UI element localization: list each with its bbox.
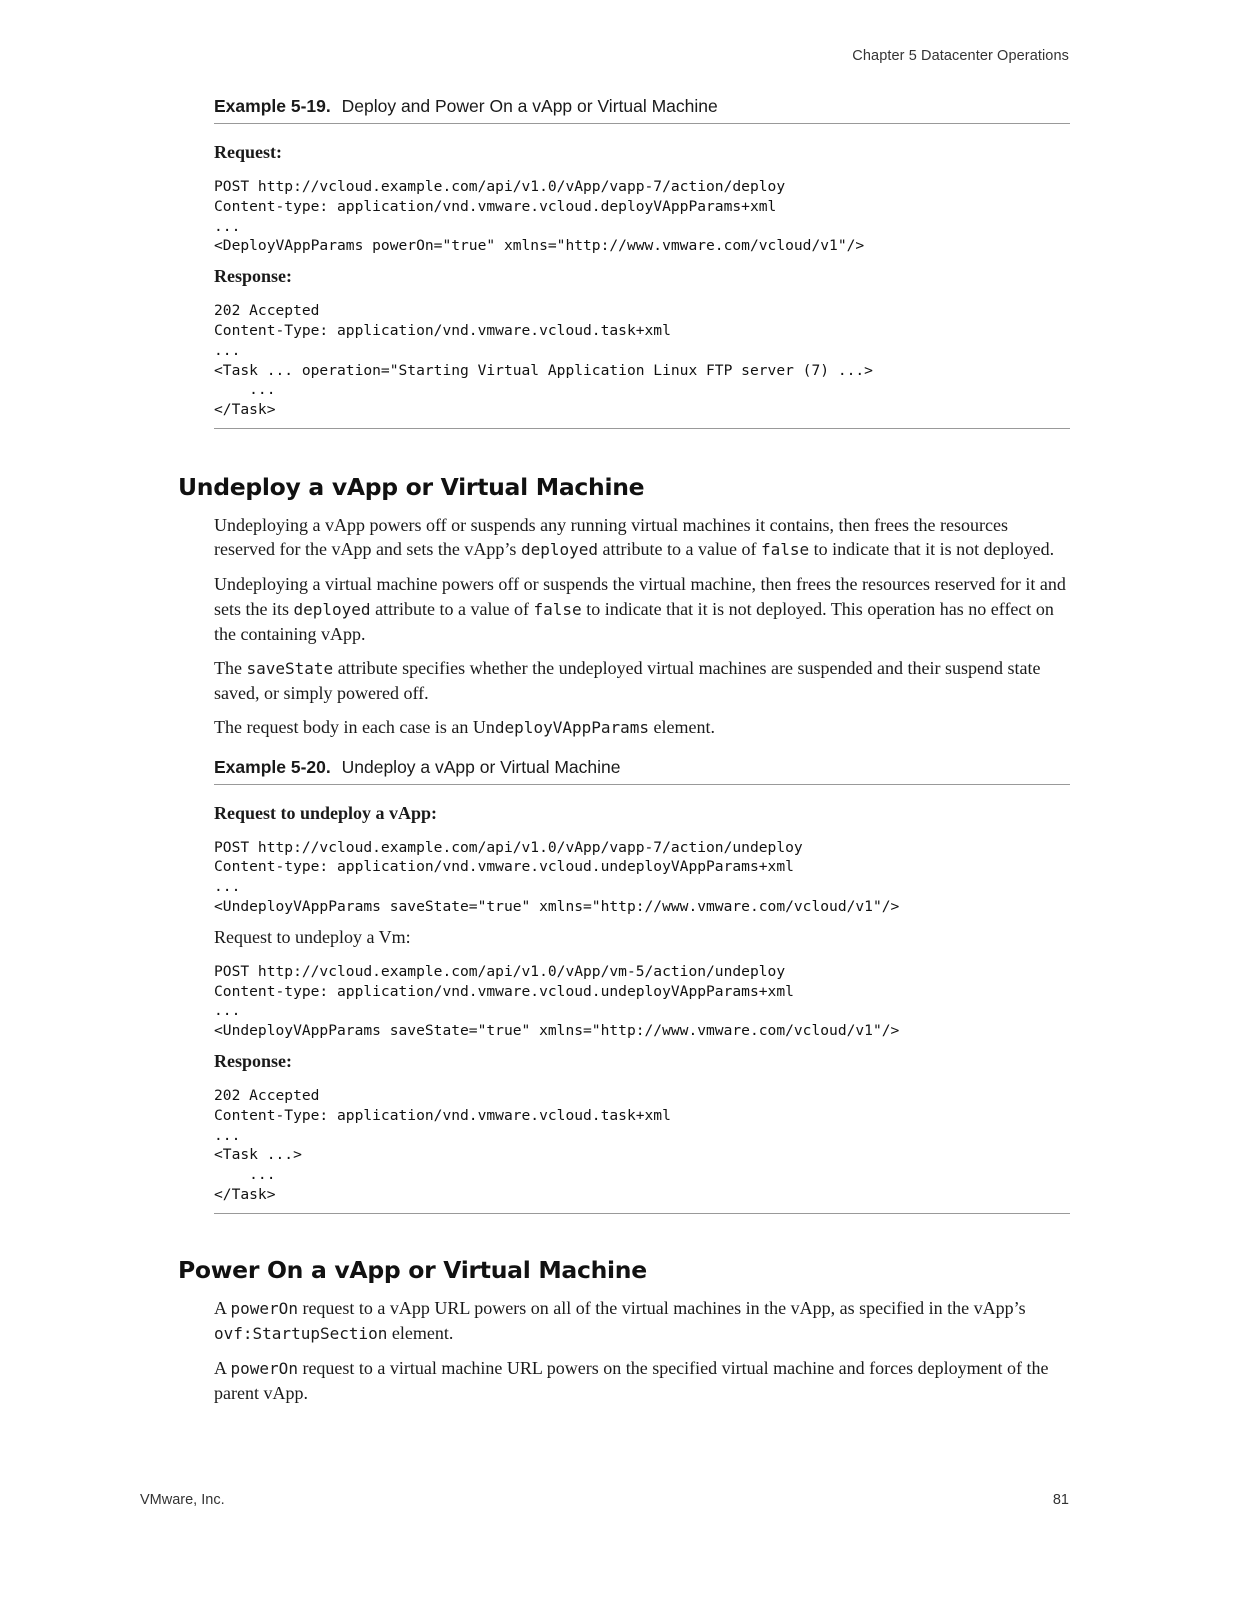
request-code-block: POST http://vcloud.example.com/api/v1.0/vApp/vm-5/action/undeploy Content-type: application/vnd.vmware.vcloud.undeployVAppParams+xml ... <UndeployVAppParams saveState="true" xmlns="http://www.vmware.com/vcloud/v1"/> (214, 962, 900, 1040)
request-label: Request to undeploy a vApp: (214, 802, 438, 823)
example-end-rule (214, 428, 1070, 429)
request-label: Request to undeploy a Vm: (214, 926, 411, 947)
body-paragraph: A powerOn request to a virtual machine URL powers on the specified virtual machine and forces deployment of the parent vApp. (214, 1358, 1049, 1404)
example-caption (214, 96, 1070, 124)
body-paragraph: Undeploying a vApp powers off or suspends any running virtual machines it contains, then frees the resources reserved for the vApp and sets the vApp’s deployed attribute to a value of false to indicate that it is not deployed. (214, 514, 1055, 560)
request-label: Request: (214, 142, 282, 162)
response-label: Response: (214, 1050, 293, 1071)
inline-code: deployVAppParams (494, 718, 650, 738)
inline-code: powerOn (230, 1359, 298, 1379)
response-code-block: 202 Accepted Content-Type: application/vnd.vmware.vcloud.task+xml ... <Task ...> ... </Task> (214, 1086, 671, 1203)
body-paragraph: The saveState attribute specifies whether the undeployed virtual machines are suspended and their suspend state saved, or simply powered off. (214, 657, 1041, 704)
response-code-block: 202 Accepted Content-Type: application/vnd.vmware.vcloud.task+xml ... <Task ... operation="Starting Virtual Application Linux FTP server (7) ...> ... </Task> (214, 302, 873, 419)
body-paragraph: A powerOn request to a vApp URL powers on all of the virtual machines in the vApp, as specified in the vApp’s ovf:StartupSection element. (214, 1297, 1026, 1343)
example-label: Example 5-19. (214, 96, 331, 116)
inline-code: deployed (520, 540, 598, 560)
inline-code: saveState (246, 658, 334, 678)
page-number: 81 (1052, 1492, 1069, 1508)
footer-company: VMware, Inc. (140, 1492, 225, 1508)
inline-code: false (760, 540, 810, 560)
section-heading: Undeploy a vApp or Virtual Machine (178, 472, 645, 501)
example-5-19 (214, 96, 1070, 429)
example-title: Undeploy a vApp or Virtual Machine (341, 756, 621, 777)
example-label: Example 5-20. (214, 756, 331, 777)
inline-code: deployed (293, 599, 371, 619)
undeploy-section (178, 472, 1070, 741)
example-end-rule (214, 1213, 1070, 1214)
body-paragraph: The request body in each case is an UndeployVAppParams element. (214, 717, 716, 738)
request-code-block: POST http://vcloud.example.com/api/v1.0/vApp/vapp-7/action/deploy Content-type: application/vnd.vmware.vcloud.deployVAppParams+xml ... <DeployVAppParams powerOn="true" xmlns="http://www.vmware.com/vcloud/v1"/> (214, 178, 865, 255)
body-paragraph: Undeploying a virtual machine powers off or suspends the virtual machine, then frees the resources reserved for it and sets the its deployed attribute to a value of false to indicate that it is not deployed. This operation has no effect on the containing vApp. (214, 574, 1066, 644)
inline-code: false (533, 599, 582, 619)
inline-code: powerOn (230, 1298, 298, 1318)
request-code-block: POST http://vcloud.example.com/api/v1.0/vApp/vapp-7/action/undeploy Content-type: application/vnd.vmware.vcloud.undeployVAppParams+xml ... <UndeployVAppParams saveState="true" xmlns="http://www.vmware.com/vcloud/v1"/> (214, 838, 900, 915)
example-caption (214, 757, 1070, 785)
section-heading: Power On a vApp or Virtual Machine (178, 1255, 647, 1284)
example-title: Deploy and Power On a vApp or Virtual Machine (341, 96, 718, 116)
response-label: Response: (214, 266, 293, 287)
page-content (178, 96, 1070, 1416)
running-header: Chapter 5 Datacenter Operations (852, 48, 1069, 64)
inline-code: ovf:StartupSection (214, 1323, 388, 1343)
example-5-20 (214, 757, 1070, 1214)
poweron-section (178, 1255, 1070, 1406)
